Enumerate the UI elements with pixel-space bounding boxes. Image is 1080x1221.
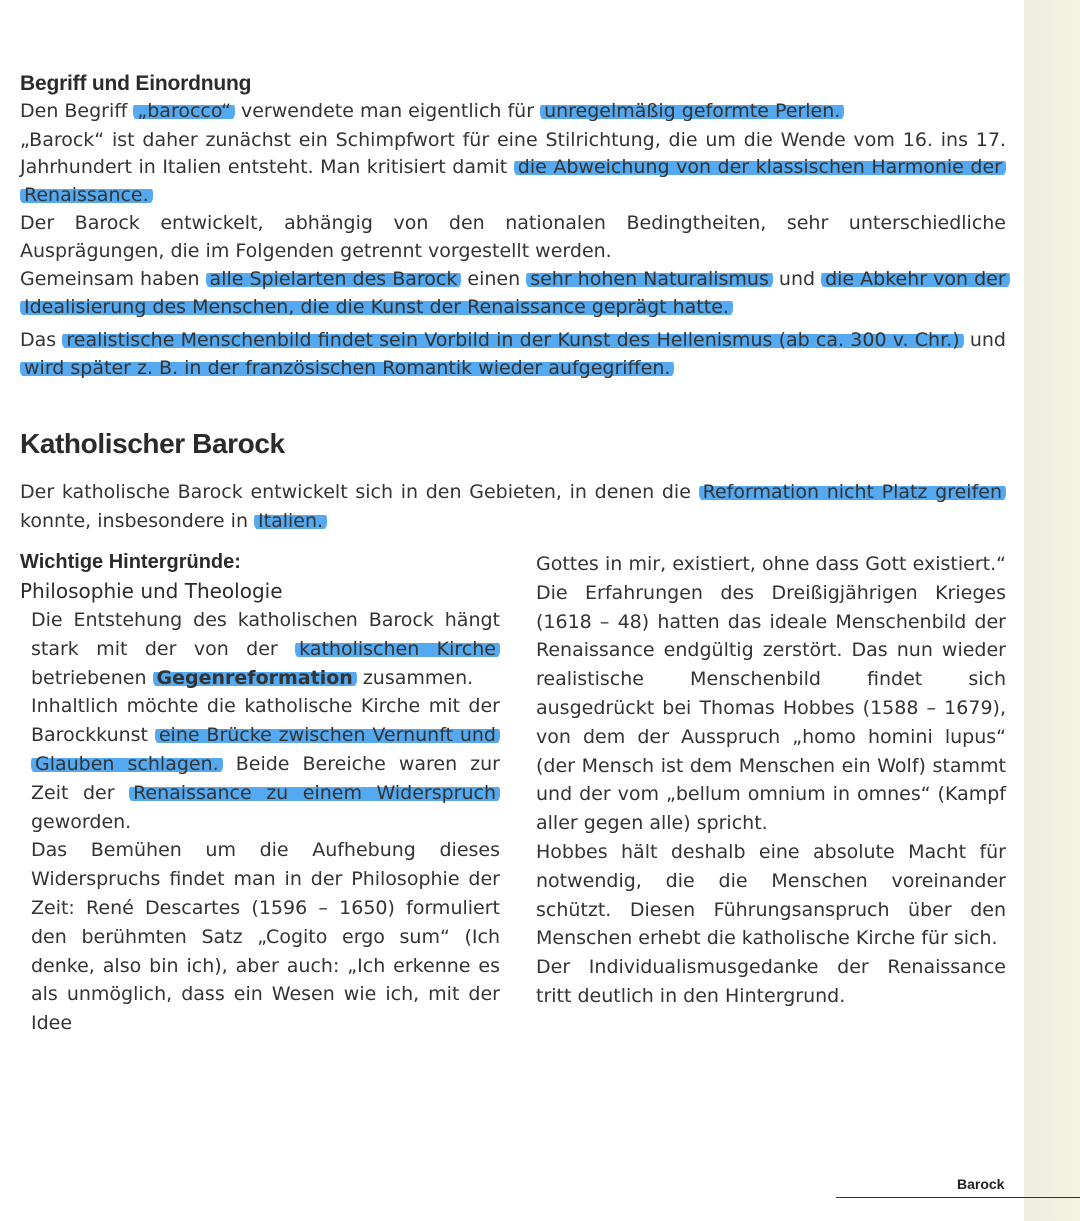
text: einen (461, 268, 527, 290)
text: Inhaltlich möchte die katholische Kirche mit der Barockkunst (31, 695, 500, 747)
text: Den Begriff (20, 100, 134, 122)
text: geworden. (31, 810, 132, 833)
paragraph-barocco (20, 98, 1006, 126)
text: Hobbes hält deshalb eine absolute Macht für notwendig, die die Menschen voreinander schützt. Diesen Führungsanspruch über den Menschen erhebt die katholische Kirche für sich. (536, 840, 1006, 950)
text: betriebenen (31, 666, 153, 689)
text: Der Individualismusgedanke der Renaissance tritt deutlich in den Hintergrund. (536, 956, 1006, 1007)
highlight: alle Spielarten des Barock (206, 268, 462, 290)
text: Beide Bereiche waren zur Zeit der (31, 752, 500, 804)
paragraph-intro-katholisch (20, 478, 1006, 536)
text: zusammen. (356, 666, 474, 689)
paragraph-menschenbild (20, 327, 1006, 382)
text: verwendete man eigentlich für (234, 100, 541, 122)
text: Der katholische Barock entwickelt sich in den Gebieten, in denen die (20, 481, 699, 503)
section-heading-begriff: Begriff und Einordnung (20, 72, 252, 95)
text: Gemeinsam haben (20, 268, 206, 290)
subheading-philosophie: Philosophie und Theologie (20, 579, 283, 603)
section-begriff-und-einordnung (20, 72, 1006, 382)
highlight: unregelmäßig geformte Perlen. (540, 100, 844, 122)
text: Das Bemühen um die Aufhebung dieses Widerspruchs findet man in der Philosophie der Zeit: René Descartes (1596 – 1650) formuliert den berühmten Satz „Cogito ergo sum“ (Ich denke, also bin ich), aber auch: „Ich erkenne es als unmöglich, dass ein Wesen wie ich, mit der Idee (31, 839, 500, 1035)
text: Die Entstehung des katholischen Barock hängt stark mit der von der (31, 609, 500, 660)
highlight: Renaissance zu einem Widerspruch (129, 782, 500, 804)
text: „Barock“ ist daher zunächst ein Schimpfwort für eine Stilrichtung, die um die Wende vom 16. ins 17. Jahrhundert in Italien entsteht. Man kritisiert damit (20, 128, 1006, 178)
footer-chapter-label: Barock (957, 1176, 1005, 1192)
column-right (536, 550, 1006, 1011)
column-left (20, 548, 500, 1038)
page-edge-strip (1024, 0, 1080, 1221)
paragraph-gemeinsam (20, 266, 1006, 321)
highlight: „barocco“ (133, 100, 235, 122)
paragraph-schimpfwort (20, 127, 1006, 210)
highlight: Italien. (254, 510, 327, 532)
highlight-bold: Gegenreformation (153, 667, 357, 689)
highlight: wird später z. B. in der französischen Romantik wieder aufgegriffen. (20, 357, 674, 379)
highlight: die Abweichung von der klassischen Harmonie der Renaissance. (20, 156, 1006, 206)
paragraph-auspraegungen: Der Barock entwickelt, abhängig von den nationalen Bedingtheiten, sehr unterschiedliche Ausprägungen, die im Folgenden getrennt vorgestellt werden. (20, 212, 1006, 262)
text: Das (20, 329, 63, 351)
highlight: sehr hohen Naturalismus (526, 268, 773, 290)
paragraph-hintergruende (31, 606, 500, 1038)
section-heading-katholischer-barock: Katholischer Barock (20, 428, 285, 459)
highlight: realistische Menschenbild findet sein Vorbild in der Kunst des Hellenismus (ab ca. 300 v. Chr.) (62, 329, 963, 351)
text: und (963, 329, 1006, 351)
text: und (772, 268, 822, 290)
subheading-hintergruende: Wichtige Hintergründe: (20, 551, 241, 573)
highlight: eine Brücke zwischen Vernunft und Glauben schlagen. (31, 724, 500, 775)
highlight: die Abkehr von der Idealisierung des Menschen, die die Kunst der Renaissance geprägt hatte. (20, 268, 1010, 318)
footer-rule (836, 1197, 1080, 1198)
highlight: Reformation nicht Platz greifen (699, 481, 1006, 503)
text: Gottes in mir, existiert, ohne dass Gott existiert.“ Die Erfahrungen des Dreißigjährigen Krieges (1618 – 48) hatten das ideale Menschenbild der Renaissance endgültig zerstört. Das nun wieder realistische Menschenbild findet sich ausgedrückt bei Thomas Hobbes (1588 – 1679), von dem der Ausspruch „homo homini lupus“ (der Mensch ist dem Menschen ein Wolf) stammt und der vom „bellum omnium in omnes“ (Kampf aller gegen alle) spricht. (536, 553, 1006, 835)
text: konnte, insbesondere in (20, 510, 255, 532)
highlight: katholischen Kirche (295, 638, 500, 660)
